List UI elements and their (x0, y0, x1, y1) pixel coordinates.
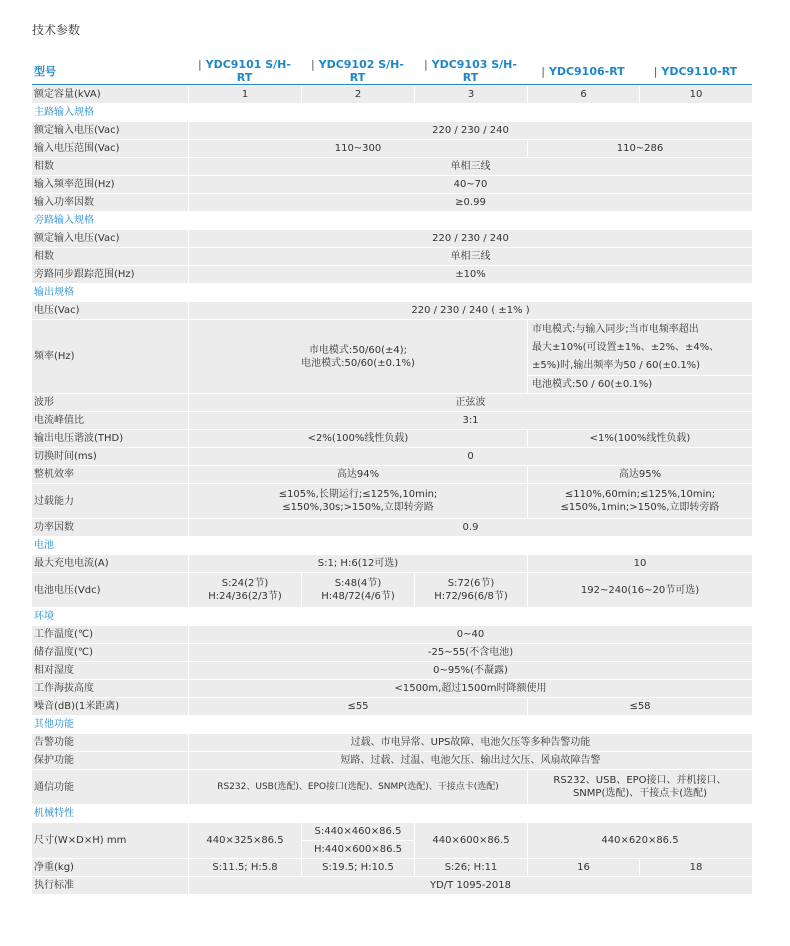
section-heading: 电池 (32, 537, 752, 554)
row-label: 输入频率范围(Hz) (32, 176, 188, 193)
row-label: 相对湿度 (32, 662, 188, 679)
cell-value: 110~300 (188, 140, 527, 157)
cell-value: 40~70 (188, 176, 752, 193)
cell-value: YD/T 1095-2018 (188, 877, 752, 894)
row-label: 输入电压范围(Vac) (32, 140, 188, 157)
row-label: 波形 (32, 394, 188, 411)
row-label: 频率(Hz) (32, 320, 188, 393)
table-row (32, 770, 752, 804)
cell-value: ≥0.99 (188, 194, 752, 211)
table-row (32, 466, 752, 483)
cell-value: 2 (301, 86, 414, 103)
row-label: 切换时间(ms) (32, 448, 188, 465)
table-row (32, 394, 752, 411)
cell-value: 220 / 230 / 240 ( ±1% ) (188, 302, 752, 319)
row-label: 额定容量(kVA) (32, 86, 188, 103)
cell-value: 220 / 230 / 240 (188, 122, 752, 139)
row-label: 净重(kg) (32, 859, 188, 876)
cell-value: 0 (188, 448, 752, 465)
cell-value: 220 / 230 / 240 (188, 230, 752, 247)
cell-value: 3:1 (188, 412, 752, 429)
cell-value: ≤55 (188, 698, 527, 715)
table-row (32, 248, 752, 265)
cell-value: RS232、USB、EPO接口、并机接口、 SNMP(选配)、干接点卡(选配) (527, 770, 752, 804)
model-header-4: | YDC9106-RT (527, 58, 639, 85)
freq-right-battery: 电池模式:50 / 60(±0.1%) (528, 376, 752, 393)
model-header-1: | YDC9101 S/H-RT (188, 58, 301, 85)
row-label: 额定输入电压(Vac) (32, 230, 188, 247)
table-row (32, 662, 752, 679)
cell-value: ≤105%,长期运行;≤125%,10min; ≤150%,30s;>150%,立即转旁路 (188, 484, 527, 518)
cell-value: 0.9 (188, 519, 752, 536)
section-heading: 其他功能 (32, 716, 752, 733)
cell-value: 短路、过载、过温、电池欠压、输出过欠压、风扇故障告警 (188, 752, 752, 769)
cell-value: ≤110%,60min;≤125%,10min; ≤150%,1min;>150%,立即转旁路 (527, 484, 752, 518)
cell-value: 单相三线 (188, 158, 752, 175)
table-row (32, 555, 752, 572)
table-row (32, 140, 752, 157)
section-heading: 主路输入规格 (32, 104, 752, 121)
row-label: 电压(Vac) (32, 302, 188, 319)
row-label: 旁路同步跟踪范围(Hz) (32, 266, 188, 283)
table-row (32, 430, 752, 447)
cell-value: 高达94% (188, 466, 527, 483)
cell-value: 440×620×86.5 (527, 823, 752, 858)
section-heading: 机械特性 (32, 805, 752, 822)
cell-value: 6 (527, 86, 639, 103)
table-row (32, 859, 752, 876)
table-row (32, 194, 752, 211)
row-label: 电流峰值比 (32, 412, 188, 429)
cell-value: 18 (639, 859, 752, 876)
row-label: 通信功能 (32, 770, 188, 804)
table-row (32, 680, 752, 697)
model-header-3: | YDC9103 S/H-RT (414, 58, 527, 85)
model-header-label: 型号 (32, 58, 188, 85)
cell-value: 16 (527, 859, 639, 876)
cell-value: 440×325×86.5 (188, 823, 301, 858)
cell-value: S:11.5; H:5.8 (188, 859, 301, 876)
table-row (32, 823, 752, 858)
table-row (32, 266, 752, 283)
freq-right-block: 市电模式:与输入同步;当市电频率超出 最大±10%(可设置±1%、±2%、±4%、 ±5%)时,输出频率为50 / 60(±0.1%) (528, 320, 752, 375)
model-header-2: | YDC9102 S/H-RT (301, 58, 414, 85)
cell-value: ≤58 (527, 698, 752, 715)
section-heading: 环境 (32, 608, 752, 625)
table-row (32, 412, 752, 429)
row-label: 储存温度(℃) (32, 644, 188, 661)
cell-value: S:24(2节) H:24/36(2/3节) (188, 573, 301, 607)
freq-left-line: 电池模式:50/60(±0.1%) (301, 357, 415, 369)
table-row (32, 302, 752, 319)
model-header-5: | YDC9110-RT (639, 58, 752, 85)
cell-value: 440×600×86.5 (414, 823, 527, 858)
row-label: 功率因数 (32, 519, 188, 536)
cell-value: 过载、市电异常、UPS故障、电池欠压等多种告警功能 (188, 734, 752, 751)
cell-value: 单相三线 (188, 248, 752, 265)
cell-value: <1%(100%线性负载) (527, 430, 752, 447)
cell-value: 3 (414, 86, 527, 103)
cell-value: S:19.5; H:10.5 (301, 859, 414, 876)
table-row (32, 519, 752, 536)
cell-value: 0~40 (188, 626, 752, 643)
row-label: 噪音(dB)(1米距离) (32, 698, 188, 715)
cell-value: <1500m,超过1500m时降额使用 (188, 680, 752, 697)
table-row (32, 320, 752, 393)
table-row (32, 484, 752, 518)
table-row (32, 86, 752, 103)
freq-left-line: 市电模式:50/60(±4); (308, 344, 408, 356)
row-label: 告警功能 (32, 734, 188, 751)
header-row (32, 58, 752, 85)
cell-value (188, 320, 527, 393)
row-label: 过载能力 (32, 484, 188, 518)
row-label: 执行标准 (32, 877, 188, 894)
table-row (32, 877, 752, 894)
cell-value (527, 320, 752, 393)
row-label: 额定输入电压(Vac) (32, 122, 188, 139)
row-label: 输出电压谐波(THD) (32, 430, 188, 447)
cell-value: 正弦波 (188, 394, 752, 411)
cell-value: 0~95%(不凝露) (188, 662, 752, 679)
row-label: 输入功率因数 (32, 194, 188, 211)
cell-value: <2%(100%线性负载) (188, 430, 527, 447)
cell-value: S:1; H:6(12可选) (188, 555, 527, 572)
row-label: 保护功能 (32, 752, 188, 769)
row-label: 整机效率 (32, 466, 188, 483)
cell-value: S:72(6节) H:72/96(6/8节) (414, 573, 527, 607)
row-label: 最大充电电流(A) (32, 555, 188, 572)
cell-value: S:440×460×86.5 H:440×600×86.5 (301, 823, 414, 858)
cell-value: -25~55(不含电池) (188, 644, 752, 661)
cell-value: 高达95% (527, 466, 752, 483)
table-row (32, 698, 752, 715)
section-heading: 旁路输入规格 (32, 212, 752, 229)
table-row (32, 626, 752, 643)
cell-value: S:26; H:11 (414, 859, 527, 876)
cell-value: 10 (527, 555, 752, 572)
section-heading: 输出规格 (32, 284, 752, 301)
row-label: 相数 (32, 248, 188, 265)
cell-value: S:48(4节) H:48/72(4/6节) (301, 573, 414, 607)
table-row (32, 230, 752, 247)
table-row (32, 448, 752, 465)
table-row (32, 158, 752, 175)
cell-value: 192~240(16~20节可选) (527, 573, 752, 607)
cell-value: 10 (639, 86, 752, 103)
row-label: 尺寸(W×D×H) mm (32, 823, 188, 858)
row-label: 电池电压(Vdc) (32, 573, 188, 607)
table-row (32, 573, 752, 607)
row-label: 相数 (32, 158, 188, 175)
table-row (32, 752, 752, 769)
cell-value: 110~286 (527, 140, 752, 157)
cell-value: ±10% (188, 266, 752, 283)
cell-value: RS232、USB(选配)、EPO接口(选配)、SNMP(选配)、干接点卡(选配) (188, 770, 527, 804)
table-row (32, 644, 752, 661)
row-label: 工作温度(℃) (32, 626, 188, 643)
spec-table (32, 57, 752, 895)
page-title: 技术参数 (32, 23, 81, 37)
row-label: 工作海拔高度 (32, 680, 188, 697)
table-row (32, 122, 752, 139)
cell-value: 1 (188, 86, 301, 103)
table-row (32, 176, 752, 193)
table-row (32, 734, 752, 751)
